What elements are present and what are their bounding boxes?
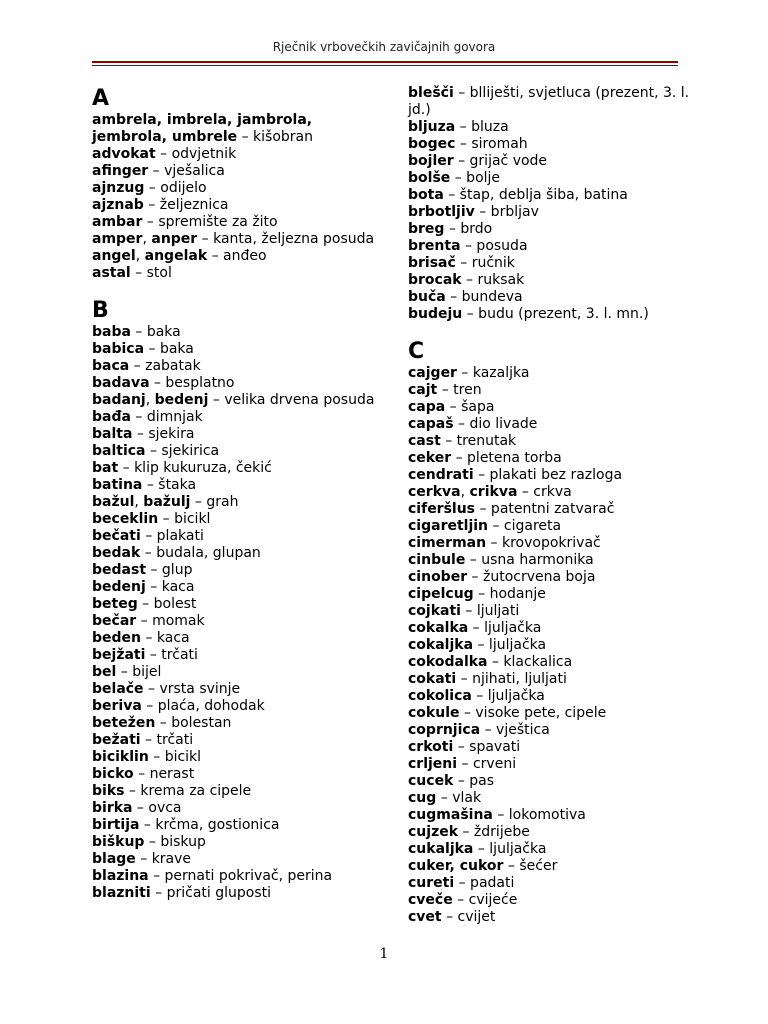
dictionary-entry xyxy=(92,324,382,341)
dictionary-entry xyxy=(408,790,698,807)
dictionary-entry xyxy=(408,637,698,654)
entry-term: bečati xyxy=(92,528,141,544)
entry-term: angel xyxy=(92,248,136,264)
entry-definition: – spremište za žito xyxy=(142,214,278,230)
entry-definition: – budala, glupan xyxy=(140,545,261,561)
dictionary-entry xyxy=(408,255,698,272)
dictionary-entry xyxy=(92,265,382,282)
entry-term: baltica xyxy=(92,443,146,459)
entry-term: badava xyxy=(92,375,150,391)
entry-definition: – usna harmonika xyxy=(465,552,594,568)
entry-term: cokaljka xyxy=(408,637,474,653)
entry-term: blazniti xyxy=(92,885,151,901)
entry-definition: – brbljav xyxy=(474,204,539,220)
dictionary-entry xyxy=(408,187,698,204)
entry-definition: – budu (prezent, 3. l. mn.) xyxy=(462,306,649,322)
entry-definition: – bolest xyxy=(137,596,197,612)
entry-definition: – vrsta svinje xyxy=(143,681,241,697)
entry-term: cinbule xyxy=(408,552,466,568)
entry-definition: – štaka xyxy=(142,477,197,493)
dictionary-entry xyxy=(92,146,382,163)
entry-term: bečar xyxy=(92,613,137,629)
section-gap xyxy=(92,282,382,298)
entry-definition: – posuda xyxy=(460,238,528,254)
entry-term: cveče xyxy=(408,892,453,908)
dictionary-entry xyxy=(408,552,698,569)
entry-definition: – bolestan xyxy=(155,715,232,731)
entry-term: ambrela, imbrela, jambrola, jembrola, umbrele xyxy=(92,112,313,145)
entry-term: crljeni xyxy=(408,756,458,772)
entry-definition: – vještica xyxy=(480,722,550,738)
dictionary-entry xyxy=(408,586,698,603)
section-gap xyxy=(408,323,698,339)
entry-definition: – dio livade xyxy=(453,416,538,432)
entry-term-variant: bažulj xyxy=(143,494,191,510)
dictionary-entry xyxy=(92,732,382,749)
page-number: 1 xyxy=(379,946,389,962)
entry-term: bedak xyxy=(92,545,141,561)
entry-term: breg xyxy=(408,221,445,237)
entry-term: bežati xyxy=(92,732,141,748)
entry-term-variant: anper xyxy=(151,231,198,247)
dictionary-entry xyxy=(408,688,698,705)
entry-term: batina xyxy=(92,477,143,493)
entry-term: bat xyxy=(92,460,119,476)
entry-term: budeju xyxy=(408,306,463,322)
entry-definition: – kišobran xyxy=(237,129,313,145)
dictionary-entry xyxy=(408,467,698,484)
entry-definition: – odvjetnik xyxy=(155,146,237,162)
right-column xyxy=(408,85,698,926)
entry-term: biškup xyxy=(92,834,145,850)
entry-definition: – šećer xyxy=(503,858,558,874)
entry-definition: – padati xyxy=(454,875,515,891)
entry-definition: – ljuljačka xyxy=(468,620,542,636)
entry-term: cinober xyxy=(408,569,468,585)
dictionary-entry xyxy=(92,596,382,613)
entry-term: bicko xyxy=(92,766,134,782)
entry-definition: – siromah xyxy=(455,136,528,152)
entry-term: cvet xyxy=(408,909,442,925)
dictionary-entry xyxy=(408,722,698,739)
dictionary-entry xyxy=(408,773,698,790)
entry-definition: – ručnik xyxy=(455,255,515,271)
entry-definition: – kaca xyxy=(141,630,190,646)
entry-term: blage xyxy=(92,851,136,867)
entry-term-variant: bedenj xyxy=(154,392,209,408)
entry-definition: – besplatno xyxy=(149,375,235,391)
dictionary-entry xyxy=(92,426,382,443)
entry-term: cokule xyxy=(408,705,460,721)
entry-definition: – sjekira xyxy=(132,426,195,442)
header-rule-thin xyxy=(92,65,678,66)
entry-term: ambar xyxy=(92,214,143,230)
entry-term: balta xyxy=(92,426,133,442)
entry-term: cajger xyxy=(408,365,457,381)
entry-term: cokodalka xyxy=(408,654,488,670)
dictionary-entry xyxy=(92,112,382,146)
entry-definition: – ždrijebe xyxy=(458,824,530,840)
entry-term: baba xyxy=(92,324,131,340)
entry-term: bađa xyxy=(92,409,131,425)
dictionary-entry xyxy=(92,494,382,511)
dictionary-entry xyxy=(408,535,698,552)
entry-term: cojkati xyxy=(408,603,461,619)
entry-definition: – velika drvena posuda xyxy=(208,392,375,408)
entry-definition: – crveni xyxy=(457,756,517,772)
entry-definition: – krema za cipele xyxy=(124,783,252,799)
entry-term: babica xyxy=(92,341,145,357)
entry-definition: – cigareta xyxy=(488,518,562,534)
entry-term: belače xyxy=(92,681,144,697)
entry-definition: – ovca xyxy=(132,800,182,816)
dictionary-entry xyxy=(408,841,698,858)
entry-definition: – bijel xyxy=(116,664,162,680)
entry-definition: – grah xyxy=(190,494,239,510)
entry-term: cigaretljin xyxy=(408,518,489,534)
entry-definition: – lokomotiva xyxy=(492,807,586,823)
entry-term: ajnzug xyxy=(92,180,145,196)
entry-term: brbotljiv xyxy=(408,204,475,220)
entry-definition: – nerast xyxy=(133,766,195,782)
dictionary-entry xyxy=(408,170,698,187)
dictionary-entry xyxy=(92,630,382,647)
entry-term: crkoti xyxy=(408,739,454,755)
dictionary-entry xyxy=(92,341,382,358)
entry-definition: – kazaljka xyxy=(456,365,530,381)
dictionary-entry xyxy=(92,647,382,664)
left-column xyxy=(92,86,382,902)
entry-term: brisač xyxy=(408,255,456,271)
entry-separator: , xyxy=(145,392,155,408)
entry-definition: – klip kukuruza, čekić xyxy=(118,460,272,476)
entry-definition: – ljuljati xyxy=(460,603,520,619)
entry-definition: – ljuljačka xyxy=(473,637,547,653)
dictionary-entry xyxy=(92,460,382,477)
entry-definition: – biskup xyxy=(144,834,206,850)
entry-term: beden xyxy=(92,630,141,646)
entry-definition: – plakati bez razloga xyxy=(473,467,623,483)
dictionary-entry xyxy=(92,443,382,460)
dictionary-entry xyxy=(92,562,382,579)
dictionary-entry xyxy=(92,613,382,630)
entry-term: buča xyxy=(408,289,446,305)
entry-term-variant: angelak xyxy=(144,248,208,264)
dictionary-entry xyxy=(408,518,698,535)
entry-term: cukaljka xyxy=(408,841,474,857)
dictionary-entry xyxy=(92,231,382,248)
dictionary-entry xyxy=(92,664,382,681)
entry-term: baca xyxy=(92,358,130,374)
dictionary-entry xyxy=(92,698,382,715)
entry-separator: , xyxy=(134,494,144,510)
dictionary-entry xyxy=(92,868,382,885)
entry-definition: – bicikl xyxy=(148,749,202,765)
entry-definition: – pričati gluposti xyxy=(150,885,271,901)
dictionary-entry xyxy=(408,501,698,518)
dictionary-entry xyxy=(408,136,698,153)
section-letter: C xyxy=(408,339,425,364)
dictionary-entry xyxy=(92,817,382,834)
entry-definition: – spavati xyxy=(453,739,521,755)
entry-separator: , xyxy=(142,231,152,247)
dictionary-entry xyxy=(408,892,698,909)
dictionary-entry xyxy=(408,807,698,824)
dictionary-entry xyxy=(408,603,698,620)
page-header: Rječnik vrbovečkih zavičajnih govora xyxy=(272,40,496,54)
entry-definition: – blliješti, svjetluca (prezent, 3. l. jd.) xyxy=(408,85,690,118)
entry-term: cokalka xyxy=(408,620,469,636)
entry-definition: – grijač vode xyxy=(453,153,548,169)
entry-term: bojler xyxy=(408,153,454,169)
entry-term: bota xyxy=(408,187,444,203)
entry-definition: – željeznica xyxy=(143,197,229,213)
entry-separator: , xyxy=(460,484,470,500)
entry-term: beceklin xyxy=(92,511,159,527)
dictionary-entry xyxy=(92,163,382,180)
entry-term: badanj xyxy=(92,392,146,408)
entry-definition: – zabatak xyxy=(129,358,201,374)
dictionary-entry xyxy=(408,620,698,637)
entry-term: cimerman xyxy=(408,535,487,551)
dictionary-entry xyxy=(408,654,698,671)
dictionary-entry xyxy=(92,766,382,783)
dictionary-entry xyxy=(408,85,698,119)
entry-definition: – anđeo xyxy=(207,248,267,264)
entry-definition: – sjekirica xyxy=(145,443,220,459)
entry-definition: – pletena torba xyxy=(451,450,562,466)
entry-definition: – vlak xyxy=(436,790,482,806)
section-letter: B xyxy=(92,298,109,323)
dictionary-entry xyxy=(408,399,698,416)
dictionary-entry xyxy=(408,433,698,450)
entry-term-variant: crikva xyxy=(469,484,518,500)
dictionary-entry xyxy=(408,756,698,773)
entry-term: ajznab xyxy=(92,197,144,213)
entry-term: beteg xyxy=(92,596,138,612)
entry-term: blešči xyxy=(408,85,454,101)
entry-term: bel xyxy=(92,664,117,680)
entry-definition: – baka xyxy=(144,341,194,357)
dictionary-entry xyxy=(92,851,382,868)
entry-definition: – kanta, željezna posuda xyxy=(197,231,375,247)
dictionary-entry xyxy=(92,477,382,494)
dictionary-entry xyxy=(408,306,698,323)
entry-term: astal xyxy=(92,265,131,281)
entry-definition: – njihati, ljuljati xyxy=(456,671,567,687)
entry-definition: – ruksak xyxy=(461,272,525,288)
section-letter: A xyxy=(92,86,110,111)
entry-term: biciklin xyxy=(92,749,149,765)
entry-term: cujzek xyxy=(408,824,459,840)
dictionary-entry xyxy=(408,484,698,501)
entry-term: betežen xyxy=(92,715,156,731)
entry-term: cast xyxy=(408,433,441,449)
entry-definition: – vješalica xyxy=(148,163,225,179)
dictionary-entry xyxy=(92,800,382,817)
entry-definition: – šapa xyxy=(445,399,495,415)
entry-term: cokati xyxy=(408,671,457,687)
header-rule-thick xyxy=(92,61,678,63)
dictionary-entry xyxy=(408,705,698,722)
dictionary-entry xyxy=(408,671,698,688)
dictionary-entry xyxy=(92,375,382,392)
entry-definition: – brdo xyxy=(444,221,493,237)
entry-term: amper xyxy=(92,231,143,247)
entry-definition: – trčati xyxy=(140,732,194,748)
dictionary-entry xyxy=(408,909,698,926)
entry-definition: – bicikl xyxy=(158,511,211,527)
entry-term: brenta xyxy=(408,238,461,254)
entry-term: coprnjica xyxy=(408,722,481,738)
entry-term: cokolica xyxy=(408,688,472,704)
dictionary-entry xyxy=(408,204,698,221)
dictionary-entry xyxy=(408,875,698,892)
dictionary-entry xyxy=(92,783,382,800)
entry-definition: – bolje xyxy=(450,170,501,186)
dictionary-entry xyxy=(92,409,382,426)
entry-term: bogec xyxy=(408,136,456,152)
entry-definition: – krčma, gostionica xyxy=(139,817,280,833)
dictionary-entry xyxy=(92,528,382,545)
entry-definition: – klackalica xyxy=(487,654,573,670)
dictionary-entry xyxy=(408,824,698,841)
entry-definition: – bundeva xyxy=(445,289,523,305)
entry-term: cerkva xyxy=(408,484,461,500)
entry-separator: , xyxy=(135,248,145,264)
entry-definition: – pernati pokrivač, perina xyxy=(148,868,333,884)
entry-definition: – glup xyxy=(146,562,193,578)
entry-term: cureti xyxy=(408,875,455,891)
entry-term: capaš xyxy=(408,416,454,432)
entry-definition: – trenutak xyxy=(440,433,517,449)
entry-definition: – visoke pete, cipele xyxy=(459,705,607,721)
entry-term: blazina xyxy=(92,868,149,884)
dictionary-entry xyxy=(408,416,698,433)
entry-term: afinger xyxy=(92,163,149,179)
entry-term: cuker, cukor xyxy=(408,858,504,874)
entry-term: cug xyxy=(408,790,437,806)
entry-term: bažul xyxy=(92,494,135,510)
dictionary-entry xyxy=(92,579,382,596)
dictionary-entry xyxy=(92,715,382,732)
dictionary-entry xyxy=(92,834,382,851)
entry-definition: – cvijeće xyxy=(452,892,518,908)
dictionary-entry xyxy=(92,248,382,265)
entry-term: bljuza xyxy=(408,119,456,135)
entry-term: bedast xyxy=(92,562,147,578)
entry-definition: – hodanje xyxy=(473,586,546,602)
entry-definition: – odijelo xyxy=(144,180,207,196)
dictionary-entry xyxy=(92,545,382,562)
entry-term: capa xyxy=(408,399,446,415)
entry-definition: – žutocrvena boja xyxy=(467,569,596,585)
dictionary-entry xyxy=(92,197,382,214)
entry-definition: – plakati xyxy=(140,528,204,544)
entry-definition: – stol xyxy=(130,265,172,281)
entry-term: ceker xyxy=(408,450,452,466)
entry-term: ciferšlus xyxy=(408,501,476,517)
dictionary-entry xyxy=(92,749,382,766)
entry-term: bejžati xyxy=(92,647,146,663)
entry-definition: – patentni zatvarač xyxy=(475,501,615,517)
entry-definition: – bluza xyxy=(455,119,509,135)
entry-definition: – pas xyxy=(453,773,495,789)
dictionary-entry xyxy=(408,119,698,136)
dictionary-entry xyxy=(408,221,698,238)
dictionary-entry xyxy=(408,450,698,467)
entry-term: cucek xyxy=(408,773,454,789)
dictionary-entry xyxy=(408,289,698,306)
entry-definition: – krave xyxy=(135,851,192,867)
entry-definition: – dimnjak xyxy=(130,409,203,425)
entry-term: advokat xyxy=(92,146,156,162)
entry-definition: – tren xyxy=(437,382,482,398)
dictionary-entry xyxy=(408,238,698,255)
entry-definition: – trčati xyxy=(145,647,198,663)
dictionary-entry xyxy=(408,739,698,756)
entry-term: cendrati xyxy=(408,467,474,483)
entry-term: cipelcug xyxy=(408,586,474,602)
dictionary-entry xyxy=(408,272,698,289)
entry-definition: – štap, deblja šiba, batina xyxy=(443,187,628,203)
entry-term: brocak xyxy=(408,272,462,288)
entry-definition: – baka xyxy=(130,324,181,340)
entry-term: birtija xyxy=(92,817,140,833)
dictionary-entry xyxy=(408,858,698,875)
entry-definition: – plaća, dohodak xyxy=(141,698,265,714)
dictionary-entry xyxy=(92,214,382,231)
entry-term: bolše xyxy=(408,170,451,186)
entry-definition: – momak xyxy=(136,613,205,629)
dictionary-entry xyxy=(408,365,698,382)
entry-definition: – krovopokrivač xyxy=(486,535,601,551)
entry-definition: – kaca xyxy=(145,579,195,595)
entry-definition: – cvijet xyxy=(441,909,496,925)
dictionary-entry xyxy=(92,511,382,528)
entry-term: bedenj xyxy=(92,579,146,595)
dictionary-entry xyxy=(408,382,698,399)
entry-term: birka xyxy=(92,800,133,816)
dictionary-entry xyxy=(408,569,698,586)
entry-definition: – ljuljačka xyxy=(471,688,545,704)
entry-term: biks xyxy=(92,783,125,799)
dictionary-entry xyxy=(408,153,698,170)
dictionary-entry xyxy=(92,358,382,375)
dictionary-entry xyxy=(92,885,382,902)
dictionary-entry xyxy=(92,681,382,698)
dictionary-entry xyxy=(92,180,382,197)
entry-term: cajt xyxy=(408,382,438,398)
entry-term: cugmašina xyxy=(408,807,493,823)
entry-definition: – ljuljačka xyxy=(473,841,547,857)
entry-definition: – crkva xyxy=(517,484,572,500)
dictionary-entry xyxy=(92,392,382,409)
entry-term: beriva xyxy=(92,698,142,714)
